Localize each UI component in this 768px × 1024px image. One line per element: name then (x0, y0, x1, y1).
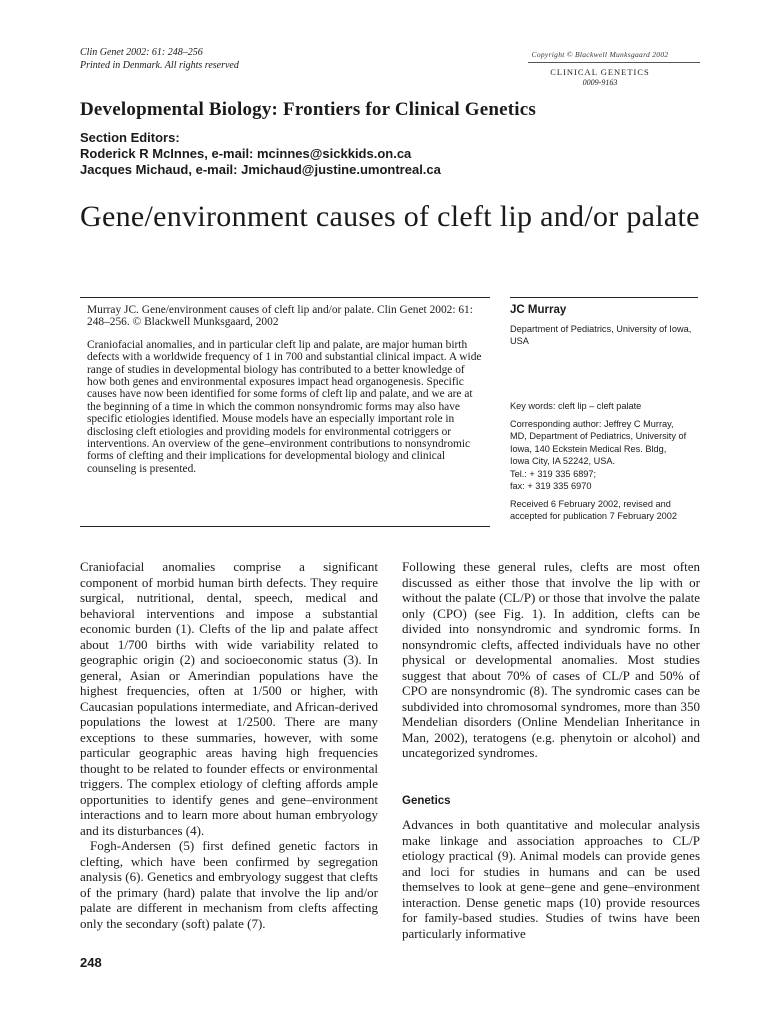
body-paragraph: Following these general rules, clefts are most often discussed as either those that involve the lip with or without the palate (CL/P) or those that involve the palate only (CPO) (see Fig. 1). In addition, clefts can be divided into nonsyndromic and syndromic forms. In nonsyndromic clefts, affected individuals have no other physical or developmental anomalies. Most studies suggest that about 70% of cases of CL/P and 50% of CPO are nonsyndromic (8). The syndromic cases can be subdivided into chromosomal syndromes, more than 350 Mendelian disorders (Online Mendelian Inheritance in Man, 2002), teratogens (e.g. phenytoin or alcohol) and uncategorized syndromes. (402, 559, 700, 760)
corr-line: Iowa City, IA 52242, USA. (510, 456, 616, 467)
body-paragraph: Fogh-Andersen (5) first defined genetic factors in clefting, which have been confirmed by segregation analysis (6). Genetics and embryology suggest that clefts of the primary (hard) palate that involve the lip and/or palate are different in mechanism from clefts affecting only the secondary (soft) palate (7). (80, 838, 378, 931)
article-title: Gene/environment causes of cleft lip and/or palate (80, 200, 700, 233)
page-number: 248 (80, 955, 102, 970)
abstract-bottom-rule (80, 526, 490, 527)
corr-line: fax: + 319 335 6970 (510, 481, 592, 492)
sidebar-top-rule (510, 297, 698, 298)
corr-line: Corresponding author: Jeffrey C Murray, (510, 419, 674, 429)
section-title: Developmental Biology: Frontiers for Clinical Genetics (80, 99, 537, 120)
received-dates (510, 498, 700, 523)
printed-line: Printed in Denmark. All rights reserved (80, 60, 239, 71)
body-column-right (402, 559, 700, 761)
body-column-left (80, 559, 378, 931)
body-paragraph: Craniofacial anomalies comprise a significant component of morbid human birth defects. They require surgical, nutritional, dental, speech, medical and behavioral interventions and impose a substantial economic burden (1). Clefts of the lip and palate affect about 1/700 births with wide variability related to geographic origin (2) and socioeconomic status (3). In general, Asian or Amerindian populations have the highest frequencies, often at 1/500 or higher, with Caucasian populations intermediate, and African-derived populations the lowest at 1/2500. There are many exceptions to these summaries, however, with some particular geographic areas having high frequencies thought to be related to founder effects or environmental triggers. The complex etiology of clefting affords ample opportunities to identify genes and gene–environment interactions and to learn more about human embryology and its disturbances (4). (80, 559, 378, 838)
editors-label: Section Editors: (80, 130, 180, 145)
issn: 0009-9163 (582, 78, 618, 87)
abstract-top-rule (80, 297, 490, 298)
abstract-citation: Murray JC. Gene/environment causes of cleft lip and/or palate. Clin Genet 2002: 61: 248–256. © Blackwell Munksgaard, 2002 (87, 304, 473, 329)
editor-mcinnes: Roderick R McInnes, e-mail: mcinnes@sickkids.on.ca (80, 146, 412, 161)
keywords: Key words: cleft lip – cleft palate (510, 401, 642, 411)
author-name: JC Murray (510, 304, 567, 316)
corr-line: Iowa, 140 Eckstein Medical Res. Bldg, (510, 443, 667, 454)
received-line: Received 6 February 2002, revised and (510, 499, 671, 509)
corresponding-author (510, 418, 700, 492)
header-divider (528, 62, 700, 63)
abstract-text: Craniofacial anomalies, and in particular cleft lip and palate, are major human birth defects with a worldwide frequency of 1 in 700 and substantial clinical impact. A wide range of studies in developmental biology has contributed to a better knowledge of how both genes and environmental exposures impact head organogenesis. Specific causes have now been identified for some forms of cleft lip and palate, and we are at the beginning of a time in which the common nonsyndromic forms may also have specific etiologies identified. Mouse models have an especially important role in disclosing cleft etiologies and providing models for environmental cotriggers or interventions. An overview of the gene–environment contributions to nonsyndromic forms of clefting and their implications for developmental biology and clinical counseling is presented. (87, 338, 482, 475)
section-editors (80, 130, 441, 178)
editor-michaud: Jacques Michaud, e-mail: Jmichaud@justine.umontreal.ca (80, 162, 441, 177)
corr-line: Tel.: + 319 335 6897; (510, 468, 597, 479)
body-paragraph: Advances in both quantitative and molecular analysis make linkage and association approaches to CL/P etiology practical (9). Animal models can provide genes and loci for studies in humans and can be used themselves to look at gene–gene and gene–environment interaction. Dense genetic maps (10) provide resources for family-based studies. Studies of twins have been particularly informative (402, 817, 700, 941)
citation-line: Clin Genet 2002: 61: 248–256 (80, 47, 203, 58)
abstract-box (87, 304, 483, 485)
section-heading-genetics: Genetics (402, 795, 451, 807)
copyright-notice: Copyright © Blackwell Munksgaard 2002 (531, 50, 669, 59)
author-affiliation: Department of Pediatrics, University of Iowa, USA (510, 324, 692, 347)
journal-name: CLINICAL GENETICS (550, 67, 650, 77)
received-line: accepted for publication 7 February 2002 (510, 511, 678, 522)
body-column-right-continued (402, 817, 700, 941)
corr-line: MD, Department of Pediatrics, University of (510, 431, 687, 442)
journal-info (80, 46, 239, 72)
